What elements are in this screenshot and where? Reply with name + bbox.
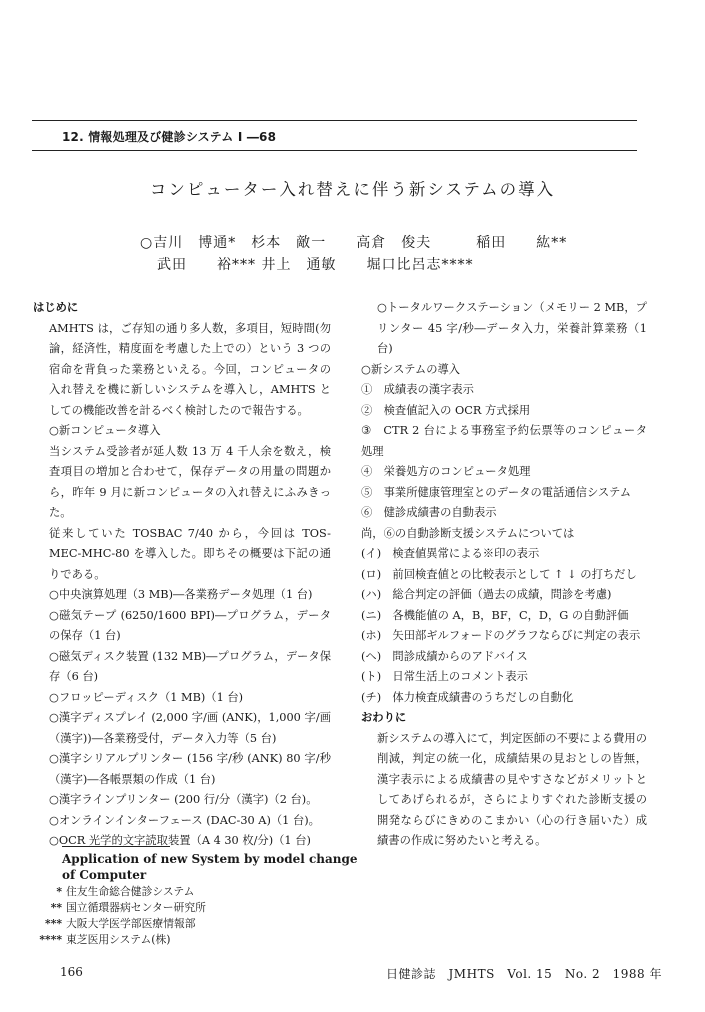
paragraph: ○中央演算処理（3 MB)―各業務データ処理（1 台)	[49, 588, 313, 601]
affiliation-item	[32, 932, 171, 947]
paragraph: ② 検査値記入の OCR 方式採用	[361, 403, 531, 417]
affiliation-mark: ***	[45, 917, 62, 930]
section-heading: はじめに	[33, 301, 79, 314]
affiliation-mark: ****	[39, 933, 62, 946]
paragraph: ○オンラインインターフェース (DAC-30 A)（1 台)。	[49, 813, 320, 827]
authors-line-2: 武田 裕*** 井上 通敏 堀口比呂志****	[157, 257, 474, 273]
affiliation-item	[32, 900, 206, 915]
paper-title: コンピューター入れ替えに伴う新システムの導入	[149, 180, 556, 199]
section-heading: おわりに	[361, 711, 407, 724]
affiliation-item	[32, 884, 194, 899]
affiliation-text: 住友生命総合健診システム	[66, 885, 195, 898]
right-column	[361, 298, 647, 852]
affiliation-mark: *	[56, 885, 62, 898]
affiliation-mark: **	[50, 901, 62, 914]
paragraph: ① 成績表の漢字表示	[361, 383, 474, 396]
paragraph: ⑤ 事業所健康管理室とのデータの電話通信システム	[361, 485, 631, 499]
paragraph: AMHTS は，ご存知の通り多人数，多項目，短時間(勿論，経済性，精度面を考慮した上での）という 3 つの宿命を背負った業務といえる。今回，コンピュータの入れ替えを機に新しいシステムを導入し，AMHTS としての機能改善を計るべく検討したので報告する。	[49, 321, 331, 417]
authors-line-1: ○吉川 博通* 杉本 敵一 高倉 俊夫 稲田 紘**	[140, 235, 568, 251]
affiliation-text: 大阪大学医学部医療情報部	[66, 917, 196, 930]
paragraph: ○磁気ディスク装置 (132 MB)―プログラム，データ保存（6 台)	[49, 649, 331, 683]
paragraph: ○漢字ラインプリンター (200 行/分（漢字)（2 台)。	[49, 793, 318, 806]
affiliation-text: 東芝医用システム(株)	[66, 933, 171, 946]
header-rule	[32, 150, 637, 151]
paragraph: (ロ) 前回検査値との比較表示として ↑ ↓ の打ちだし	[361, 567, 637, 581]
paragraph: (ニ) 各機能値の A，B，BF，C，D，G の自動評価	[361, 608, 629, 622]
page-number: 166	[60, 965, 83, 979]
left-column	[33, 298, 331, 852]
affiliation-item	[32, 916, 196, 931]
journal-citation: 日健診誌 JMHTS Vol. 15 No. 2 1988 年	[386, 967, 662, 981]
paragraph: (ト) 日常生活上のコメント表示	[361, 670, 528, 683]
paragraph: ○トータルワークステーション（メモリー 2 MB，プリンター 45 字/秒―データ入力，栄養計算業務（1 台)	[377, 301, 647, 355]
paragraph: ③ CTR 2 台による事務室予約伝票等のコンピュータ処理	[361, 424, 647, 458]
footnote-rule	[62, 846, 170, 847]
paragraph: 尚，⑥の自動診断支援システムについては	[361, 526, 575, 540]
paragraph: 当システム受診者が延人数 13 万 4 千人余を数え，検査項目の増加と合わせて，保存データの用量の問題から，昨年 9 月に新コンピュータの入れ替えにふみきった。	[49, 444, 331, 519]
paragraph: ○新コンピュータ導入	[49, 424, 161, 437]
section-header: 12. 情報処理及び健診システム I ―68	[62, 130, 277, 144]
paragraph: ○OCR 光学的文字読取装置（A 4 30 枚/分)（1 台)	[49, 834, 311, 847]
affiliation-text: 国立循環器病センター研究所	[66, 901, 206, 914]
paragraph: ④ 栄養処方のコンピュータ処理	[361, 465, 531, 478]
paragraph: ⑥ 健診成績書の自動表示	[361, 506, 497, 519]
paragraph: (ホ) 矢田部ギルフォードのグラフならびに判定の表示	[361, 629, 641, 642]
paragraph: (ヘ) 問診成績からのアドバイス	[361, 649, 528, 663]
top-rule	[32, 120, 637, 121]
paragraph: (イ) 検査値異常による※印の表示	[361, 547, 540, 560]
paragraph: 従来していた TOSBAC 7/40 から，今回は TOS-MEC-MHC-80 を導入した。即ちその概要は下記の通りである。	[49, 526, 331, 581]
paragraph: ○漢字シリアルプリンター (156 字/秒 (ANK) 80 字/秒（漢字)―各帳票類の作成（1 台)	[49, 752, 331, 786]
paragraph: (ハ) 総合判定の評価（過去の成績，問診を考慮)	[361, 588, 612, 601]
english-title: Application of new System by model change of Computer	[62, 852, 358, 882]
paragraph: ○磁気テープ (6250/1600 BPI)―プログラム，データの保存（1 台)	[49, 608, 331, 642]
paragraph: (チ) 体力検査成績書のうちだしの自動化	[361, 690, 574, 704]
paragraph: 新システムの導入にて，判定医師の不要による費用の削減，判定の統一化，成績結果の見おとしの皆無，漢字表示による成績書の見やすさなどがメリットとしてあげられるが，さらによりすぐれた診断支援の開発ならびにきめのこまかい（心の行き届いた）成績書の作成に努めたいと考える。	[377, 731, 647, 847]
paragraph: ○漢字ディスプレイ (2,000 字/画 (ANK)，1,000 字/画（漢字))―各業務受付，データ入力等（5 台)	[49, 711, 331, 745]
paragraph: ○フロッピーディスク（1 MB)（1 台)	[49, 690, 244, 704]
paragraph: ○新システムの導入	[361, 362, 461, 376]
